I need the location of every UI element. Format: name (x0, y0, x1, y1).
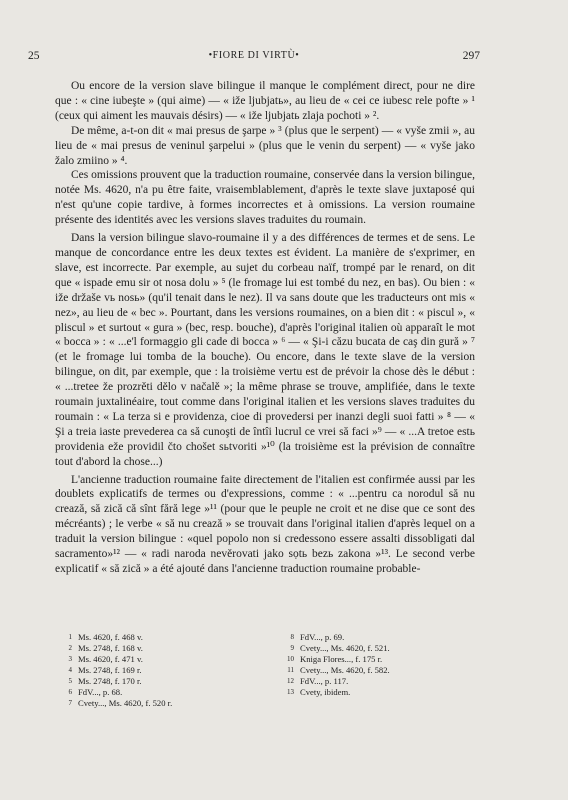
footnote: 5 Ms. 2748, f. 170 r. (68, 676, 142, 686)
paragraph-4: Dans la version bilingue slavo-roumaine il y a des différences de termes et de sens. Le manque de concordance entre les deux textes est évident. La manière de s'exprimer, en slave, est incorrecte. Par exemple, au sujet du corbeau naïf, trompé par le renard, on dit que « ispade emu sir ot nosa dolu » ⁵ (le fromage lui est tombé du nez, en bas). Ou bien : « iže držaše vь nosь» (qu'il tenait dans le nez). Il va sans doute que les traducteurs ont mis « nez», au lieu de « bec ». Pourtant, dans les versions roumaines, on a bien dit : « piscul », « pliscul » et surtout « gura » (bec, resp. bouche), d'après l'original italien où apparaît le mot « bocca » : « ...e'l formaggio gli cade di bocca » ⁶ — « Şi-i căzu bucata de caş din gură » ⁷ (et le fromage lui tomba de la bouche). Ou encore, dans le texte slave de la version bilingue, on dit, par exemple, que : la troisième vertu est de prévoir la chose dès le début : « ...tretee že prozrěti dělo v načalě »; la même phrase se trouve, amplifiée, dans le texte roumain juxtalinéaire, tout comme dans l'original italien et les versions slaves traduites du roumain : « La terza si e providenza, cioe di provedersi per inanzi degli suoi fatti » ⁸ — « Şi a treia iaste prevederea ca să cunoşti de întîi lucrul ce vrei să faci »⁹ — « ...A tretoe estь providenia eže providil čto chošet sьtvoriti »¹⁰ (la troisième est la prévision de connaître tout d'abord la chose...) (55, 232, 475, 468)
paragraph-1: Ou encore de la version slave bilingue il manque le complément direct, pour ne dire que : « cine iubeşte » (qui aime) — « iže ljubjatь», au lieu de « cei ce iubesc rele pofte » ¹ (ceux qui aiment les mauvais désirs) — « iže ljubjatь zlaja pochoti » ². (55, 80, 475, 122)
footnote: 12 FdV..., p. 117. (287, 676, 349, 686)
paragraph-2: De même, a-t-on dit « mai presus de şarpe » ³ (plus que le serpent) — « vyše zmii », au lieu de « mai presus de veninul şarpelui » (plus que le venin du serpent) — « vyše jako žalo zmiino » ⁴. (55, 124, 475, 167)
paragraph-5: L'ancienne traduction roumaine faite directement de l'italien est confirmée aussi par les doublets explicatifs de termes ou d'expressions, comme : « ...pentru ca norodul să nu crează, să zică că sînt fără lege »¹¹ (pour que le peuple ne croit et ne dise que ce sont des mécréants) ; le verbe « să nu crează » se trouvait dans l'original italien d'après lequel on a traduit la version bilingue : «quel popolo non si credessono essere assalti dissobligati dal sacramento»¹² — « radi naroda nevěrovati jako sọtь bezь zakona »¹³. Le second verbe explicatif « să zică » a été ajouté dans l'ancienne traduction roumaine probable- (55, 473, 475, 575)
footnote: 3 Ms. 4620, f. 471 v. (68, 654, 143, 664)
body-text (55, 79, 475, 577)
footnote: 8 FdV..., p. 69. (290, 632, 345, 642)
footnotes-right-column (282, 632, 482, 698)
footnote: 7 Cvety..., Ms. 4620, f. 520 r. (68, 698, 173, 708)
footnote: 10 Kniga Flores..., f. 175 r. (287, 654, 383, 664)
left-page-number: 25 (28, 50, 40, 62)
footnote: 11 Cvety..., Ms. 4620, f. 582. (287, 665, 390, 675)
footnote: 13 Cvety, ibidem. (287, 687, 351, 697)
footnote: 9 Cvety..., Ms. 4620, f. 521. (290, 643, 390, 653)
right-page-number: 297 (462, 50, 480, 62)
paragraph-3: Ces omissions prouvent que la traduction roumaine, conservée dans la version bilingue, notée Ms. 4620, n'a pu être faite, vraisemblablement, d'après le texte slave juxtaposé qui n'est qu'une copie tardive, à formes incorrectes et à omissions. La version roumaine présente des identités avec les versions slaves traduites du roumain. (55, 169, 475, 227)
footnotes-left-column (60, 632, 260, 709)
footnote: 6 FdV..., p. 68. (68, 687, 123, 697)
running-title: •FIORE DI VIRTÙ• (208, 50, 300, 61)
footnote: 4 Ms. 2748, f. 169 r. (68, 665, 142, 675)
footnote: 2 Ms. 2748, f. 168 v. (68, 643, 143, 653)
footnote: 1 Ms. 4620, f. 468 v. (68, 632, 143, 642)
running-header (28, 50, 480, 66)
